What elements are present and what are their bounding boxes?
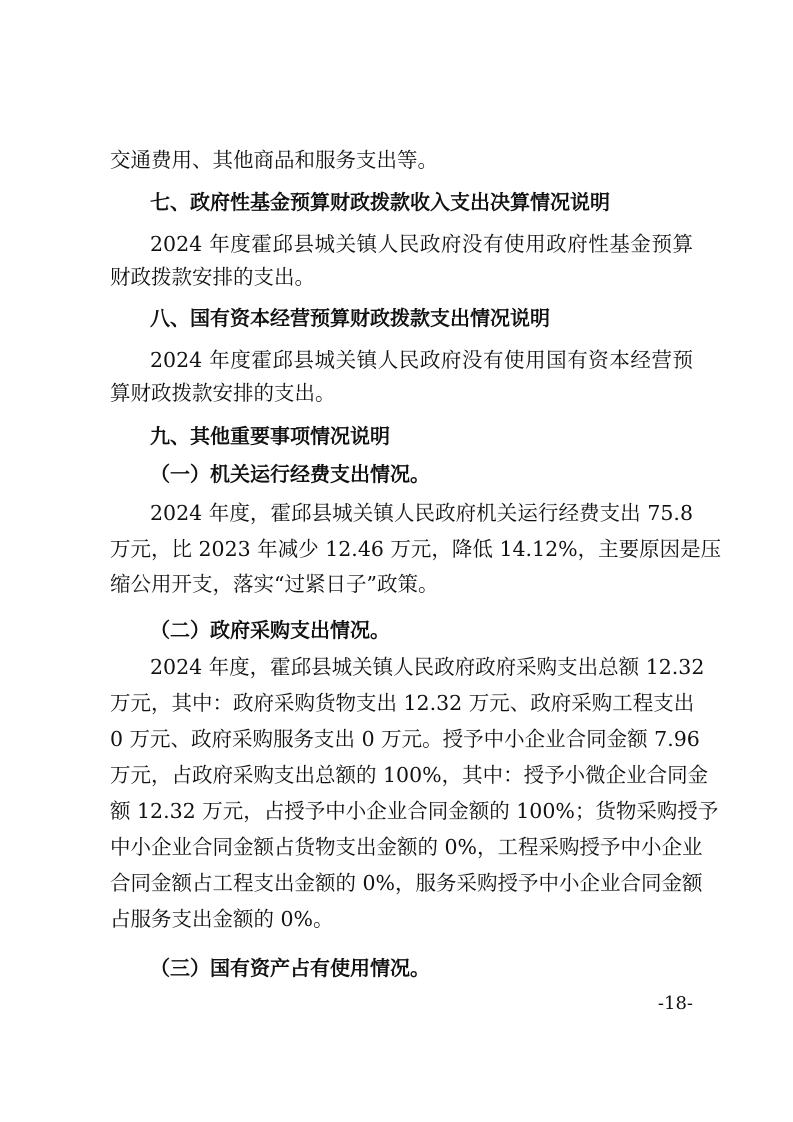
paragraph-line-16: 占服务支出金额的 0%。 <box>110 907 334 931</box>
paragraph-line-3: 财政拨款安排的支出。 <box>110 265 315 289</box>
paragraph-line-14: 中小企业合同金额占货物支出金额的 0%，工程采购授予中小企业 <box>110 835 703 859</box>
paragraph-line-5: 算财政拨款安排的支出。 <box>110 381 336 405</box>
section-heading-9: 九、其他重要事项情况说明 <box>150 424 390 448</box>
paragraph-line-11: 0 万元、政府采购服务支出 0 万元。授予中小企业合同金额 7.96 <box>110 727 700 751</box>
paragraph-line-9: 2024 年度，霍邱县城关镇人民政府政府采购支出总额 12.32 <box>150 655 705 679</box>
paragraph-line-8: 缩公用开支，落实“过紧日子”政策。 <box>110 572 439 596</box>
paragraph-line-7: 万元，比 2023 年减少 12.46 万元，降低 14.12%，主要原因是压 <box>110 537 722 561</box>
section-heading-7: 七、政府性基金预算财政拨款收入支出决算情况说明 <box>150 190 610 214</box>
paragraph-line-4: 2024 年度霍邱县城关镇人民政府没有使用国有资本经营预 <box>150 348 693 372</box>
subsection-heading-1: （一）机关运行经费支出情况。 <box>150 462 430 486</box>
subsection-heading-3: （三）国有资产占有使用情况。 <box>150 956 430 980</box>
paragraph-line-1: 交通费用、其他商品和服务支出等。 <box>110 148 438 172</box>
section-heading-8: 八、国有资本经营预算财政拨款支出情况说明 <box>150 306 550 330</box>
paragraph-line-12: 万元，占政府采购支出总额的 100%，其中：授予小微企业合同金 <box>110 763 709 787</box>
paragraph-line-2: 2024 年度霍邱县城关镇人民政府没有使用政府性基金预算 <box>150 232 693 256</box>
page-number: -18- <box>657 993 693 1014</box>
paragraph-line-15: 合同金额占工程支出金额的 0%，服务采购授予中小企业合同金额 <box>110 871 703 895</box>
paragraph-line-10: 万元，其中：政府采购货物支出 12.32 万元、政府采购工程支出 <box>110 691 695 715</box>
subsection-heading-2: （二）政府采购支出情况。 <box>150 618 390 642</box>
paragraph-line-13: 额 12.32 万元，占授予中小企业合同金额的 100%；货物采购授予 <box>110 799 719 823</box>
paragraph-line-6: 2024 年度，霍邱县城关镇人民政府机关运行经费支出 75.8 <box>150 501 693 525</box>
